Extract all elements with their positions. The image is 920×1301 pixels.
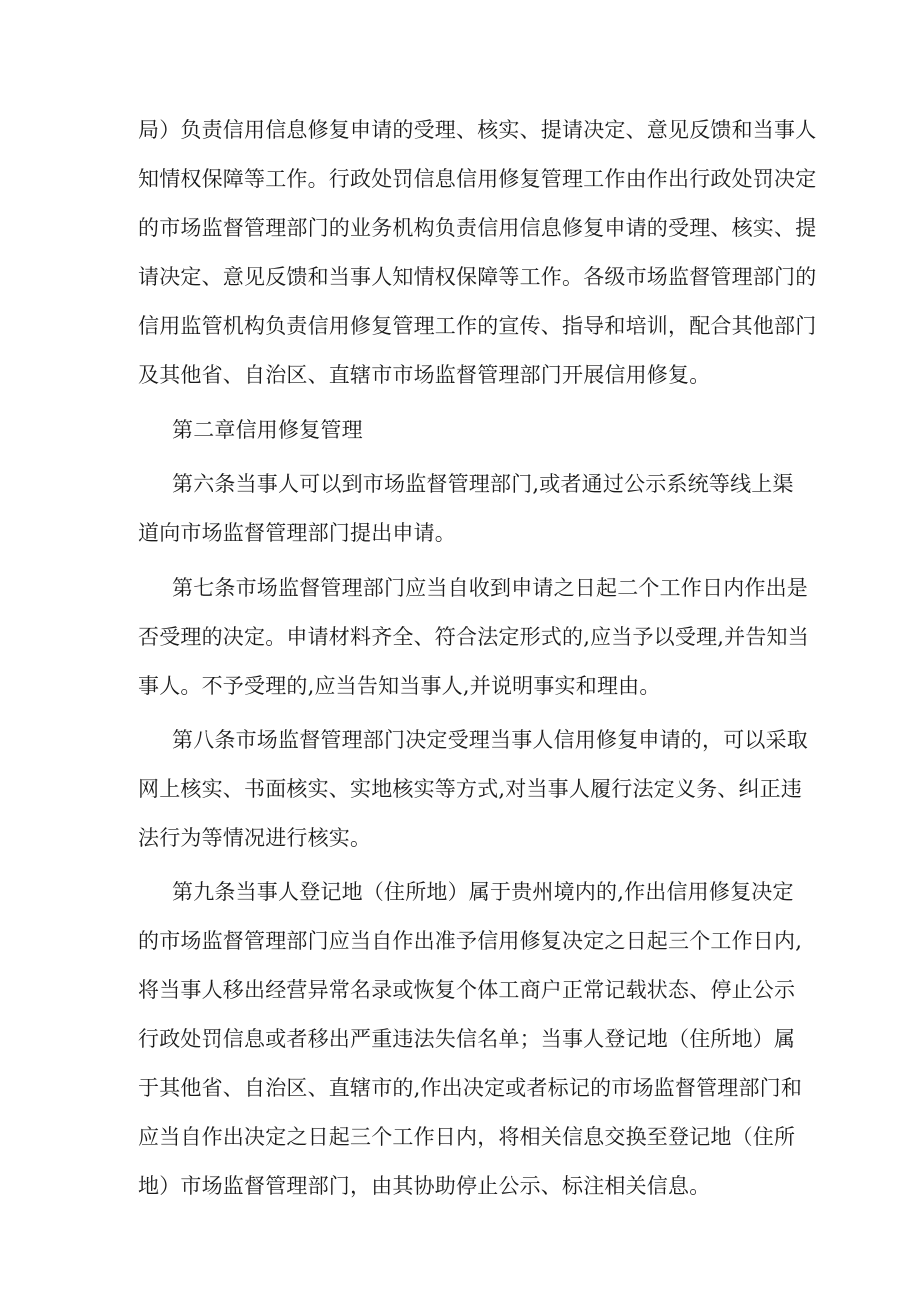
text-line: 行政处罚信息或者移出严重违法失信名单；当事人登记地（住所地）属 xyxy=(138,1027,796,1051)
text-line: 请决定、意见反馈和当事人知情权保障等工作。各级市场监督管理部门的 xyxy=(138,265,817,289)
chapter-heading: 第二章信用修复管理 xyxy=(172,418,363,442)
text-line: 知情权保障等工作。行政处罚信息信用修复管理工作由作出行政处罚决定 xyxy=(138,167,817,191)
text-line: 网上核实、书面核实、实地核实等方式,对当事人履行法定义务、纠正违 xyxy=(138,777,803,801)
text-line: 应当自作出决定之日起三个工作日内，将相关信息交换至登记地（住所 xyxy=(138,1125,796,1149)
text-line: 将当事人移出经营异常名录或恢复个体工商户正常记载状态、停止公示 xyxy=(138,978,796,1002)
text-line: 否受理的决定。申请材料齐全、符合法定形式的,应当予以受理,并告知当 xyxy=(138,625,809,649)
text-line: 第八条市场监督管理部门决定受理当事人信用修复申请的，可以采取 xyxy=(172,728,808,752)
text-line: 法行为等情况进行核实。 xyxy=(138,826,372,850)
text-line: 信用监管机构负责信用修复管理工作的宣传、指导和培训，配合其他部门 xyxy=(138,314,817,338)
text-line: 第六条当事人可以到市场监督管理部门,或者通过公示系统等线上渠 xyxy=(172,472,794,496)
text-line: 事人。不予受理的,应当告知当事人,并说明事实和理由。 xyxy=(138,674,661,698)
text-line: 局）负责信用信息修复申请的受理、核实、提请决定、意见反馈和当事人 xyxy=(138,118,817,142)
text-line: 于其他省、自治区、直辖市的,作出决定或者标记的市场监督管理部门和 xyxy=(138,1076,803,1100)
text-line: 的市场监督管理部门的业务机构负责信用信息修复申请的受理、核实、提 xyxy=(138,216,817,240)
text-line: 第九条当事人登记地（住所地）属于贵州境内的,作出信用修复决定 xyxy=(172,880,794,904)
text-line: 地）市场监督管理部门，由其协助停止公示、标注相关信息。 xyxy=(138,1174,711,1198)
text-line: 第七条市场监督管理部门应当自收到申请之日起二个工作日内作出是 xyxy=(172,576,808,600)
text-line: 及其他省、自治区、直辖市市场监督管理部门开展信用修复。 xyxy=(138,363,711,387)
text-line: 道向市场监督管理部门提出申请。 xyxy=(138,521,456,545)
text-line: 的市场监督管理部门应当自作出准予信用修复决定之日起三个工作日内, xyxy=(138,929,803,953)
